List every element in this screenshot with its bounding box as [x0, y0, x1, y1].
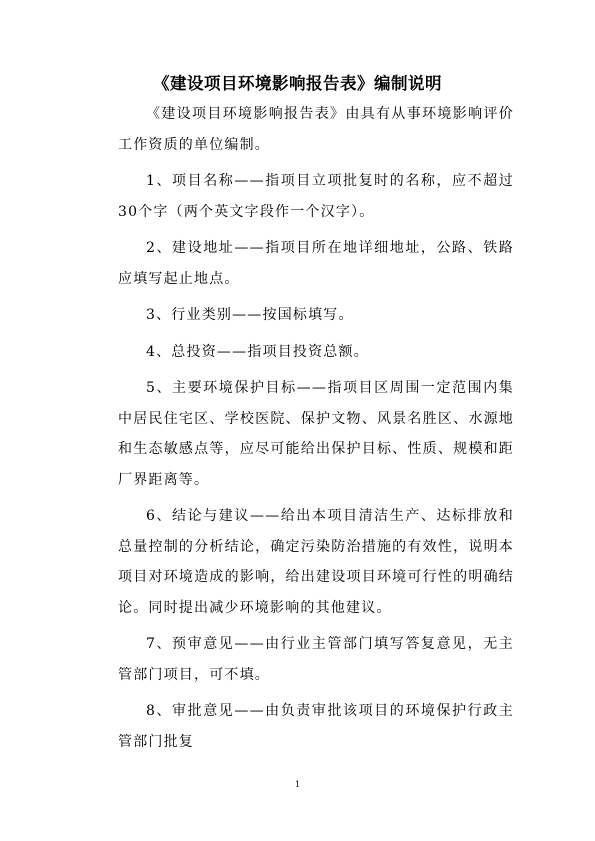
- item-construction-address: 2、建设地址——指项目所在地详细地址，公路、铁路应填写起止地点。: [118, 240, 514, 287]
- item-conclusions: 6、结论与建议——给出本项目清洁生产、达标排放和总量控制的分析结论，确定污染防治措施的有效性，说明本项目对环境造成的影响，给出建设项目环境可行性的明确结论。同时提出减少环境影响的其他建议。: [118, 508, 514, 616]
- page-number: 1: [294, 780, 301, 789]
- item-approval-opinion: 8、审批意见——由负责审批该项目的环境保护行政主管部门批复: [118, 703, 514, 750]
- intro-paragraph: 《建设项目环境影响报告表》由具有从事环境影响评价工作资质的单位编制。: [118, 106, 514, 153]
- item-protection-targets: 5、主要环境保护目标——指项目区周围一定范围内集中居民住宅区、学校医院、保护文物、风景名胜区、水源地和生态敏感点等，应尽可能给出保护目标、性质、规模和距厂界距离等。: [118, 380, 514, 488]
- item-industry-category: 3、行业类别——按国标填写。: [146, 307, 354, 323]
- document-body: [118, 99, 514, 763]
- item-pre-review-opinion: 7、预审意见——由行业主管部门填写答复意见，无主管部门项目，可不填。: [118, 636, 514, 683]
- item-project-name: 1、项目名称——指项目立项批复时的名称，应不超过30个字（两个英文字段作一个汉字）。: [118, 173, 514, 220]
- document-title: 《建设项目环境影响报告表》编制说明: [153, 74, 442, 93]
- item-total-investment: 4、总投资——指项目投资总额。: [146, 343, 369, 360]
